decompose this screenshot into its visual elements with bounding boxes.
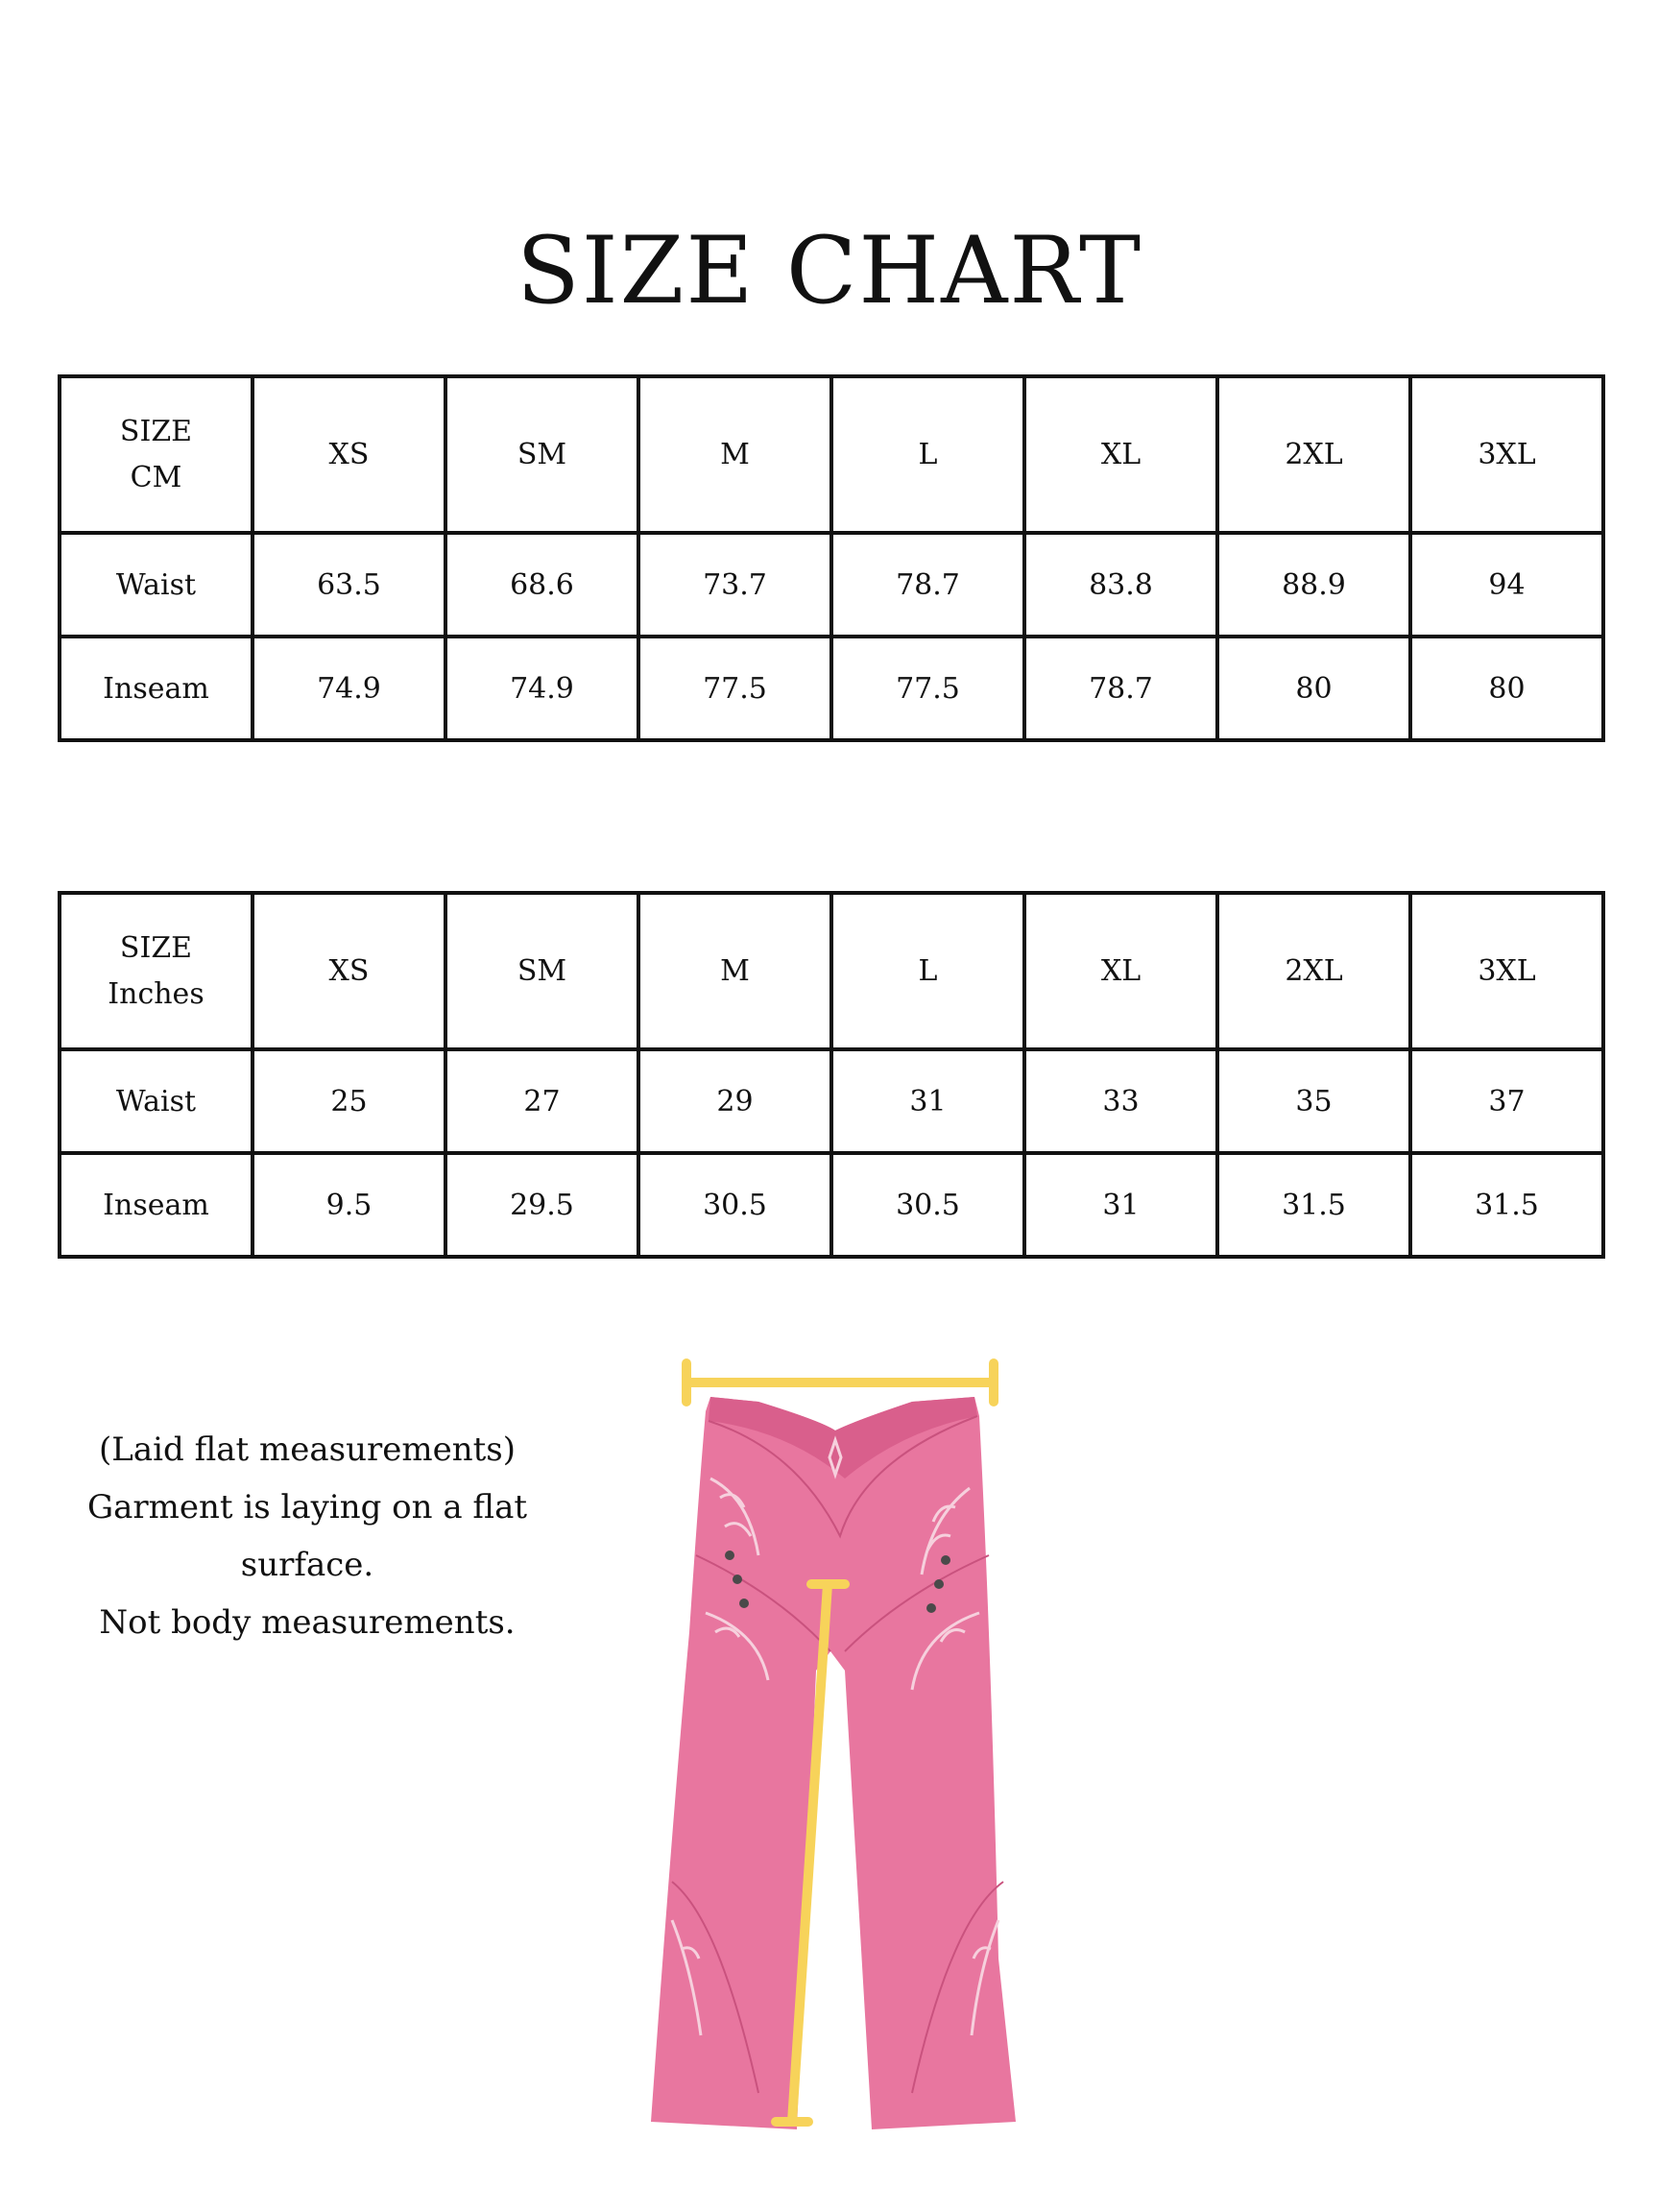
size-header-m: M <box>638 376 831 533</box>
note-line: surface. <box>240 1546 374 1584</box>
table-cell: 78.7 <box>831 533 1024 637</box>
table-row-inseam <box>60 637 1603 740</box>
pants-body <box>651 1397 1016 2129</box>
table-cell: 31.5 <box>1410 1153 1603 1257</box>
table-cell: 37 <box>1410 1049 1603 1153</box>
size-header-m: M <box>638 893 831 1049</box>
size-header-sm: SM <box>445 376 638 533</box>
note-line: Garment is laying on a flat <box>86 1488 528 1527</box>
table-cell: 29.5 <box>445 1153 638 1257</box>
table-cell: 9.5 <box>252 1153 445 1257</box>
table-cell: 30.5 <box>638 1153 831 1257</box>
row-label-waist: Waist <box>60 1049 252 1153</box>
waist-measure-icon <box>686 1363 994 1402</box>
size-header-xs: XS <box>252 376 445 533</box>
table-cell: 74.9 <box>252 637 445 740</box>
unit-header-cell <box>60 376 252 533</box>
size-header-2xl: 2XL <box>1217 893 1410 1049</box>
table-cell: 77.5 <box>831 637 1024 740</box>
row-label-waist: Waist <box>60 533 252 637</box>
unit-label: Inches <box>108 976 204 1011</box>
unit-label: CM <box>130 460 182 494</box>
size-header-l: L <box>831 376 1024 533</box>
table-cell: 94 <box>1410 533 1603 637</box>
table-cell: 35 <box>1217 1049 1410 1153</box>
size-table-inches <box>58 891 1605 1259</box>
size-label: SIZE <box>119 414 193 448</box>
table-cell: 29 <box>638 1049 831 1153</box>
table-cell: 33 <box>1024 1049 1217 1153</box>
size-header-l: L <box>831 893 1024 1049</box>
note-line: (Laid flat measurements) <box>99 1431 516 1469</box>
garment-illustration <box>614 1344 1056 2141</box>
table-cell: 77.5 <box>638 637 831 740</box>
size-header-xs: XS <box>252 893 445 1049</box>
table-cell: 63.5 <box>252 533 445 637</box>
size-header-xl: XL <box>1024 893 1217 1049</box>
size-header-sm: SM <box>445 893 638 1049</box>
size-header-xl: XL <box>1024 376 1217 533</box>
table-cell: 88.9 <box>1217 533 1410 637</box>
table-cell: 78.7 <box>1024 637 1217 740</box>
table-cell: 30.5 <box>831 1153 1024 1257</box>
table-row-waist <box>60 1049 1603 1153</box>
size-header-2xl: 2XL <box>1217 376 1410 533</box>
size-table-cm <box>58 374 1605 742</box>
table-cell: 68.6 <box>445 533 638 637</box>
table-row-inseam <box>60 1153 1603 1257</box>
table-cell: 31 <box>1024 1153 1217 1257</box>
size-header-3xl: 3XL <box>1410 376 1603 533</box>
table-cell: 83.8 <box>1024 533 1217 637</box>
table-cell: 80 <box>1410 637 1603 740</box>
table-cell: 27 <box>445 1049 638 1153</box>
unit-header-cell <box>60 893 252 1049</box>
row-label-inseam: Inseam <box>60 637 252 740</box>
table-row-waist <box>60 533 1603 637</box>
size-header-3xl: 3XL <box>1410 893 1603 1049</box>
page-title: SIZE CHART <box>516 217 1143 325</box>
table-cell: 80 <box>1217 637 1410 740</box>
table-cell: 73.7 <box>638 533 831 637</box>
table-cell: 25 <box>252 1049 445 1153</box>
table-cell: 31 <box>831 1049 1024 1153</box>
table-header-row <box>60 376 1603 533</box>
measurement-note <box>58 1421 557 1651</box>
size-label: SIZE <box>119 930 193 965</box>
table-cell: 31.5 <box>1217 1153 1410 1257</box>
row-label-inseam: Inseam <box>60 1153 252 1257</box>
table-header-row <box>60 893 1603 1049</box>
table-cell: 74.9 <box>445 637 638 740</box>
note-line: Not body measurements. <box>99 1603 516 1642</box>
